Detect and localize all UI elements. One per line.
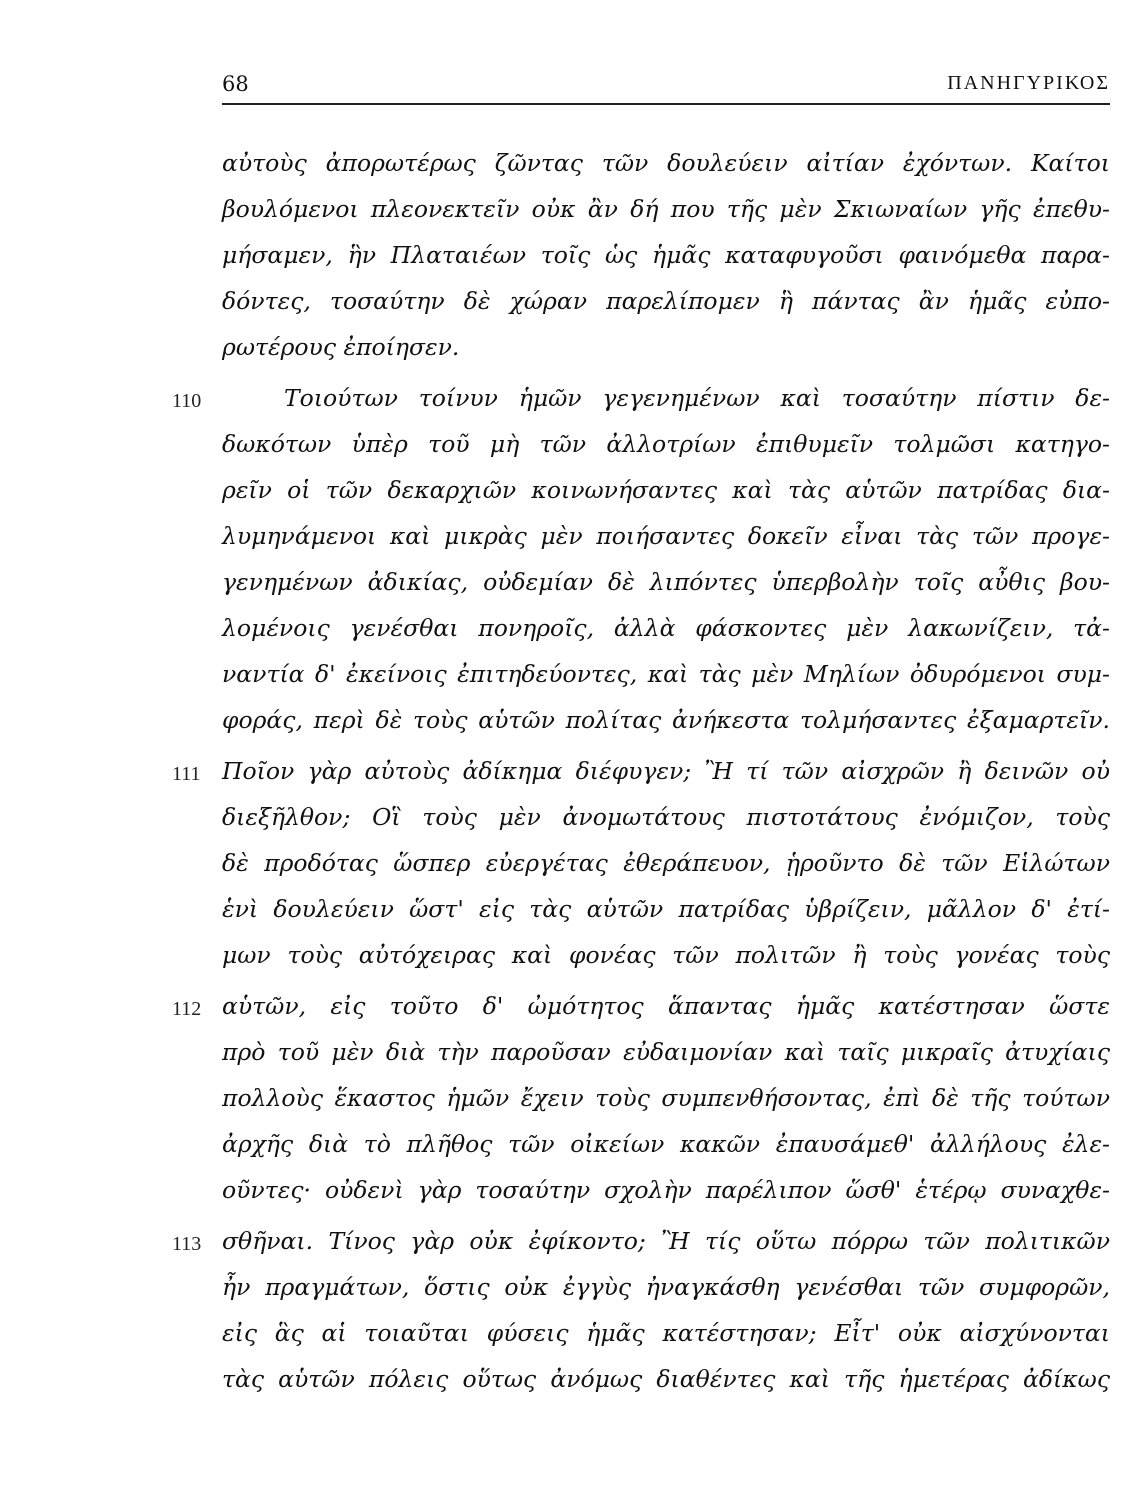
text-line: Ποῖον γὰρ αὐτοὺς ἀδίκημα διέφυγεν; Ἢ τί τῶν αἰσχρῶν ἢ δεινῶν οὐ (222, 757, 1110, 785)
text-line: φοράς, περὶ δὲ τοὺς αὑτῶν πολίτας ἀνήκεστα τολμήσαντες ἐξαμαρτεῖν. (222, 706, 1110, 734)
text-line: οῦντες· οὐδενὶ γὰρ τοσαύτην σχολὴν παρέλιπον ὥσθ' ἑτέρῳ συναχθε- (222, 1176, 1110, 1204)
text-line: δὲ προδότας ὥσπερ εὐεργέτας ἐθεράπευον, ᾑροῦντο δὲ τῶν Εἱλώτων (222, 849, 1110, 877)
text-line: Τοιούτων τοίνυν ἡμῶν γεγενημένων καὶ τοσαύτην πίστιν δε- (284, 384, 1110, 412)
section-number: 113 (172, 1233, 202, 1255)
text-line: δωκότων ὑπὲρ τοῦ μὴ τῶν ἀλλοτρίων ἐπιθυμεῖν τολμῶσι κατηγο- (222, 430, 1110, 458)
text-line: λομένοις γενέσθαι πονηροῖς, ἀλλὰ φάσκοντες μὲν λακωνίζειν, τἀ- (222, 614, 1110, 642)
text-line: εἰς ἃς αἱ τοιαῦται φύσεις ἡμᾶς κατέστησαν; Εἶτ' οὐκ αἰσχύνονται (222, 1319, 1110, 1347)
text-line: ἦν πραγμάτων, ὅστις οὐκ ἐγγὺς ἠναγκάσθη γενέσθαι τῶν συμφορῶν, (222, 1273, 1110, 1301)
text-line: διεξῆλθον; Οἳ τοὺς μὲν ἀνομωτάτους πιστοτάτους ἐνόμιζον, τοὺς (222, 803, 1110, 831)
section-number: 112 (172, 998, 202, 1020)
text-line: μων τοὺς αὐτόχειρας καὶ φονέας τῶν πολιτῶν ἢ τοὺς γονέας τοὺς (222, 941, 1110, 969)
text-line: σθῆναι. Τίνος γὰρ οὐκ ἐφίκοντο; Ἢ τίς οὕτω πόρρω τῶν πολιτικῶν (222, 1227, 1110, 1255)
section-number: 110 (172, 390, 202, 412)
header-rule (222, 103, 1110, 105)
text-line: γενημένων ἀδικίας, οὐδεμίαν δὲ λιπόντες ὑπερβολὴν τοῖς αὖθις βου- (222, 568, 1110, 596)
text-line: πολλοὺς ἕκαστος ἡμῶν ἔχειν τοὺς συμπενθήσοντας, ἐπὶ δὲ τῆς τούτων (222, 1084, 1110, 1112)
text-line: ἀρχῆς διὰ τὸ πλῆθος τῶν οἰκείων κακῶν ἐπαυσάμεθ' ἀλλήλους ἐλε- (222, 1130, 1110, 1158)
text-line: αὑτῶν, εἰς τοῦτο δ' ὠμότητος ἅπαντας ἡμᾶς κατέστησαν ὥστε (222, 992, 1110, 1020)
text-line: ρωτέρους ἐποίησεν. (222, 333, 460, 361)
text-line: μήσαμεν, ἣν Πλαταιέων τοῖς ὡς ἡμᾶς καταφυγοῦσι φαινόμεθα παρα- (222, 241, 1110, 269)
text-line: ἑνὶ δουλεύειν ὥστ' εἰς τὰς αὑτῶν πατρίδας ὑβρίζειν, μᾶλλον δ' ἐτί- (222, 895, 1110, 923)
page-number: 68 (222, 72, 249, 96)
text-line: ρεῖν οἱ τῶν δεκαρχιῶν κοινωνήσαντες καὶ τὰς αὑτῶν πατρίδας δια- (222, 476, 1110, 504)
text-line: λυμηνάμενοι καὶ μικρὰς μὲν ποιήσαντες δοκεῖν εἶναι τὰς τῶν προγε- (222, 522, 1110, 550)
section-number: 111 (172, 763, 201, 785)
text-line: αὐτοὺς ἀπορωτέρως ζῶντας τῶν δουλεύειν αἰτίαν ἐχόντων. Καίτοι (222, 149, 1110, 177)
text-line: πρὸ τοῦ μὲν διὰ τὴν παροῦσαν εὐδαιμονίαν καὶ ταῖς μικραῖς ἀτυχίαις (222, 1038, 1110, 1066)
text-line: ναντία δ' ἐκείνοις ἐπιτηδεύοντες, καὶ τὰς μὲν Μηλίων ὀδυρόμενοι συμ- (222, 660, 1110, 688)
running-title: ΠΑΝΗΓΥΡΙΚΟΣ (947, 72, 1110, 94)
page-header (222, 72, 1110, 106)
text-line: τὰς αὑτῶν πόλεις οὕτως ἀνόμως διαθέντες καὶ τῆς ἡμετέρας ἀδίκως (222, 1365, 1110, 1393)
text-line: δόντες, τοσαύτην δὲ χώραν παρελίπομεν ἣ πάντας ἂν ἡμᾶς εὐπο- (222, 287, 1110, 315)
text-line: βουλόμενοι πλεονεκτεῖν οὐκ ἂν δή που τῆς μὲν Σκιωναίων γῆς ἐπεθυ- (222, 195, 1110, 223)
